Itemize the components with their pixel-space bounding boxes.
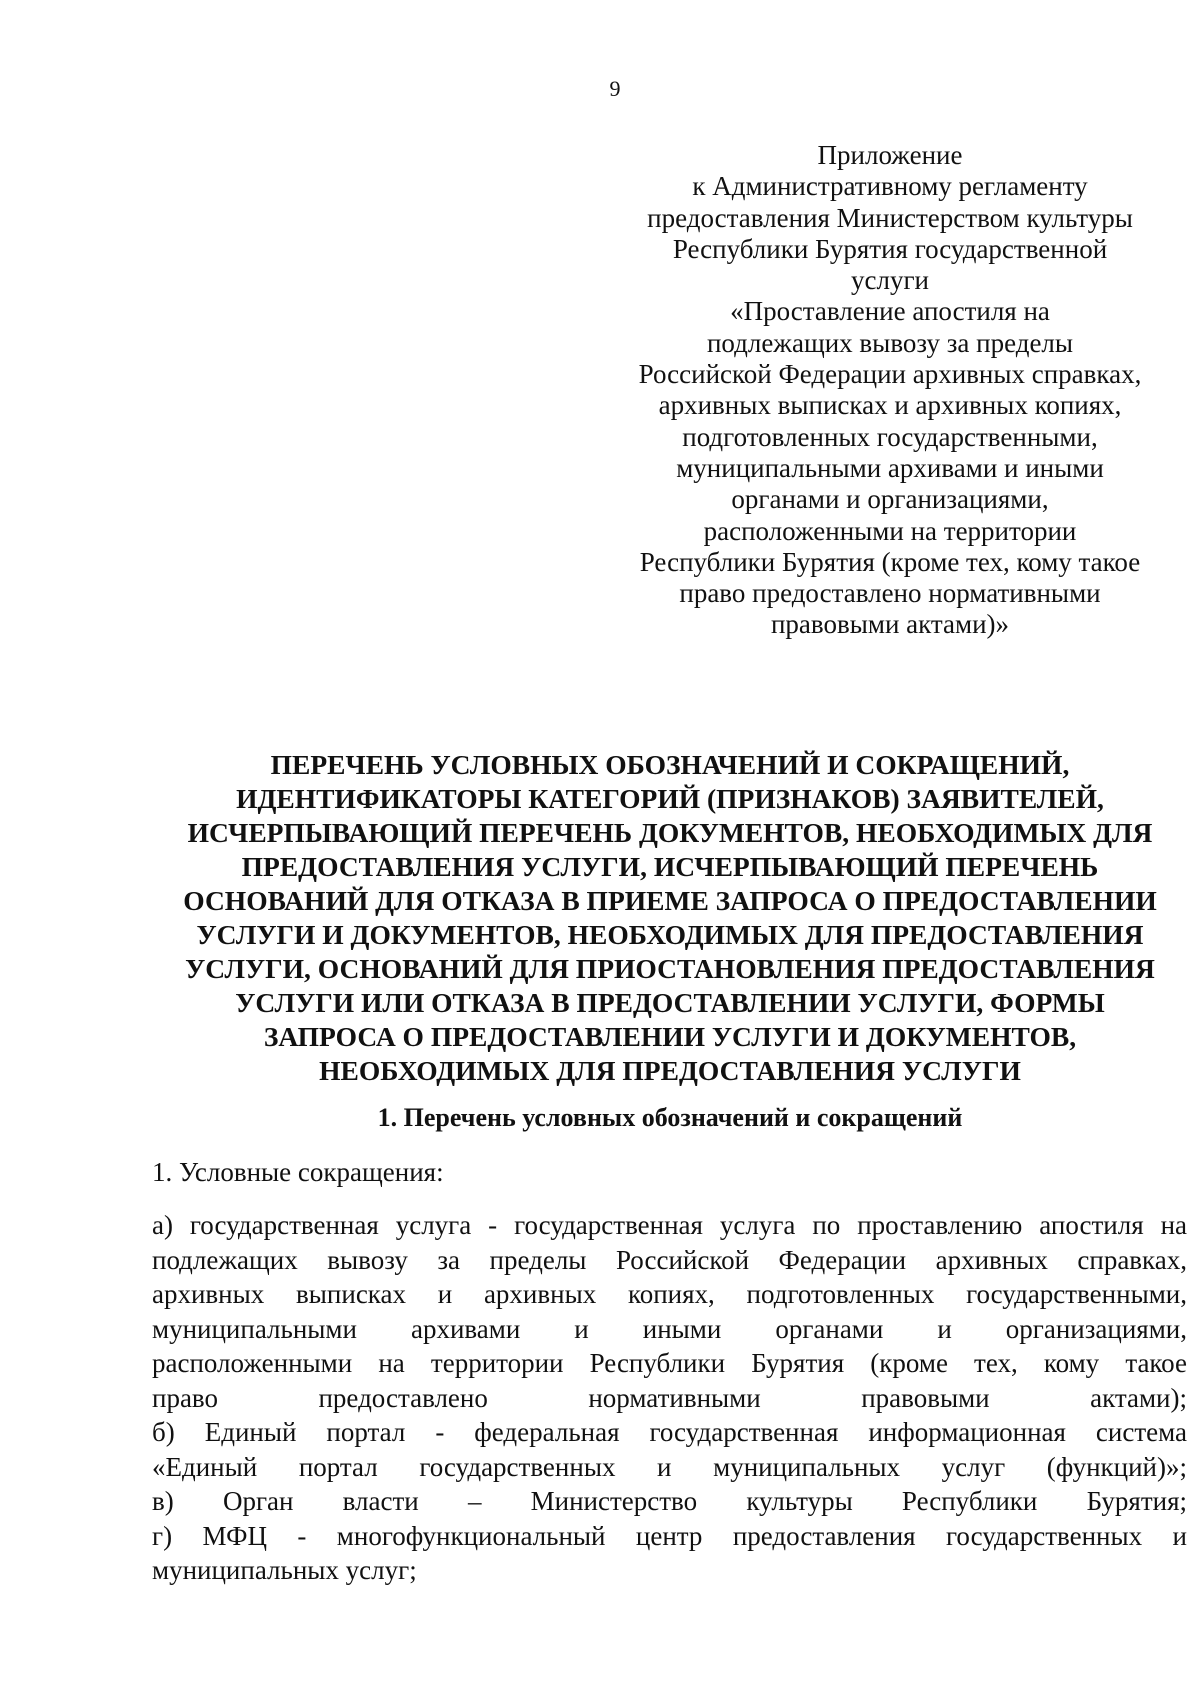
appendix-line: Российской Федерации архивных справках, [638, 359, 1142, 390]
definition-line: муниципальными архивами и иными органами и организациями, [152, 1313, 1187, 1344]
definition-line: б) Единый портал - федеральная государственная информационная система [152, 1417, 1187, 1447]
definition-line: в) Орган власти – Министерство культуры Республики Бурятия; [152, 1486, 1187, 1516]
appendix-line: архивных выписках и архивных копиях, [658, 390, 1122, 421]
appendix-header [630, 140, 1150, 641]
intro-paragraph: 1. Условные сокращения: [152, 1157, 444, 1187]
appendix-line: услуги [851, 265, 929, 296]
page-number: 9 [609, 76, 621, 101]
appendix-line: Республики Бурятия государственной [672, 233, 1108, 264]
definition-line: г) МФЦ - многофункциональный центр предоставления государственных и [152, 1520, 1187, 1551]
title-line: ИДЕНТИФИКАТОРЫ КАТЕГОРИЙ (ПРИЗНАКОВ) ЗАЯВИТЕЛЕЙ, [236, 783, 1104, 814]
definition-line: расположенными на территории Республики Бурятия (кроме тех, кому такое [152, 1348, 1187, 1378]
appendix-line: муниципальными архивами и иными [676, 452, 1104, 483]
appendix-line: подлежащих вывозу за пределы [706, 327, 1074, 358]
title-line: УСЛУГИ, ОСНОВАНИЙ ДЛЯ ПРИОСТАНОВЛЕНИЯ ПРЕДОСТАВЛЕНИЯ [185, 953, 1155, 984]
title-line: ЗАПРОСА О ПРЕДОСТАВЛЕНИИ УСЛУГИ И ДОКУМЕНТОВ, [263, 1021, 1077, 1052]
title-line: УСЛУГИ ИЛИ ОТКАЗА В ПРЕДОСТАВЛЕНИИ УСЛУГИ, ФОРМЫ [235, 987, 1105, 1018]
definition-line: «Единый портал государственных и муниципальных услуг (функций)»; [152, 1451, 1187, 1482]
section-heading: 1. Перечень условных обозначений и сокращений [377, 1103, 963, 1132]
appendix-line: органами и организациями, [731, 484, 1049, 515]
appendix-line: право предоставлено нормативными [679, 578, 1101, 609]
document-title [140, 748, 1200, 1088]
definition-line: а) государственная услуга - государственная услуга по проставлению апостиля на [152, 1210, 1187, 1240]
appendix-line: подготовленных государственными, [682, 421, 1098, 452]
definition-line: право предоставлено нормативными правовыми актами); [152, 1382, 1187, 1413]
appendix-line: расположенными на территории [703, 515, 1077, 546]
definition-line: муниципальных услуг; [152, 1555, 417, 1585]
title-line: ПЕРЕЧЕНЬ УСЛОВНЫХ ОБОЗНАЧЕНИЙ И СОКРАЩЕНИЙ, [270, 749, 1070, 780]
appendix-line: Республики Бурятия (кроме тех, кому такое [639, 546, 1141, 577]
appendix-line: к Административному регламенту [692, 171, 1088, 202]
title-line: ПРЕДОСТАВЛЕНИЯ УСЛУГИ, ИСЧЕРПЫВАЮЩИЙ ПЕРЕЧЕНЬ [241, 851, 1099, 882]
title-line: ИСЧЕРПЫВАЮЩИЙ ПЕРЕЧЕНЬ ДОКУМЕНТОВ, НЕОБХОДИМЫХ ДЛЯ [187, 817, 1153, 848]
title-line: ОСНОВАНИЙ ДЛЯ ОТКАЗА В ПРИЕМЕ ЗАПРОСА О ПРЕДОСТАВЛЕНИИ [183, 885, 1157, 916]
appendix-line: Приложение [817, 140, 963, 170]
definition-line: подлежащих вывозу за пределы Российской Федерации архивных справках, [152, 1244, 1187, 1275]
title-line: УСЛУГИ И ДОКУМЕНТОВ, НЕОБХОДИМЫХ ДЛЯ ПРЕДОСТАВЛЕНИЯ [196, 919, 1144, 950]
appendix-line: правовыми актами)» [770, 609, 1010, 640]
title-line: НЕОБХОДИМЫХ ДЛЯ ПРЕДОСТАВЛЕНИЯ УСЛУГИ [319, 1055, 1021, 1086]
definition-line: архивных выписках и архивных копиях, подготовленных государственными, [152, 1279, 1187, 1309]
appendix-line: предоставления Министерством культуры [647, 202, 1133, 233]
appendix-line: «Проставление апостиля на [730, 296, 1050, 327]
definitions-list [152, 1208, 1187, 1588]
